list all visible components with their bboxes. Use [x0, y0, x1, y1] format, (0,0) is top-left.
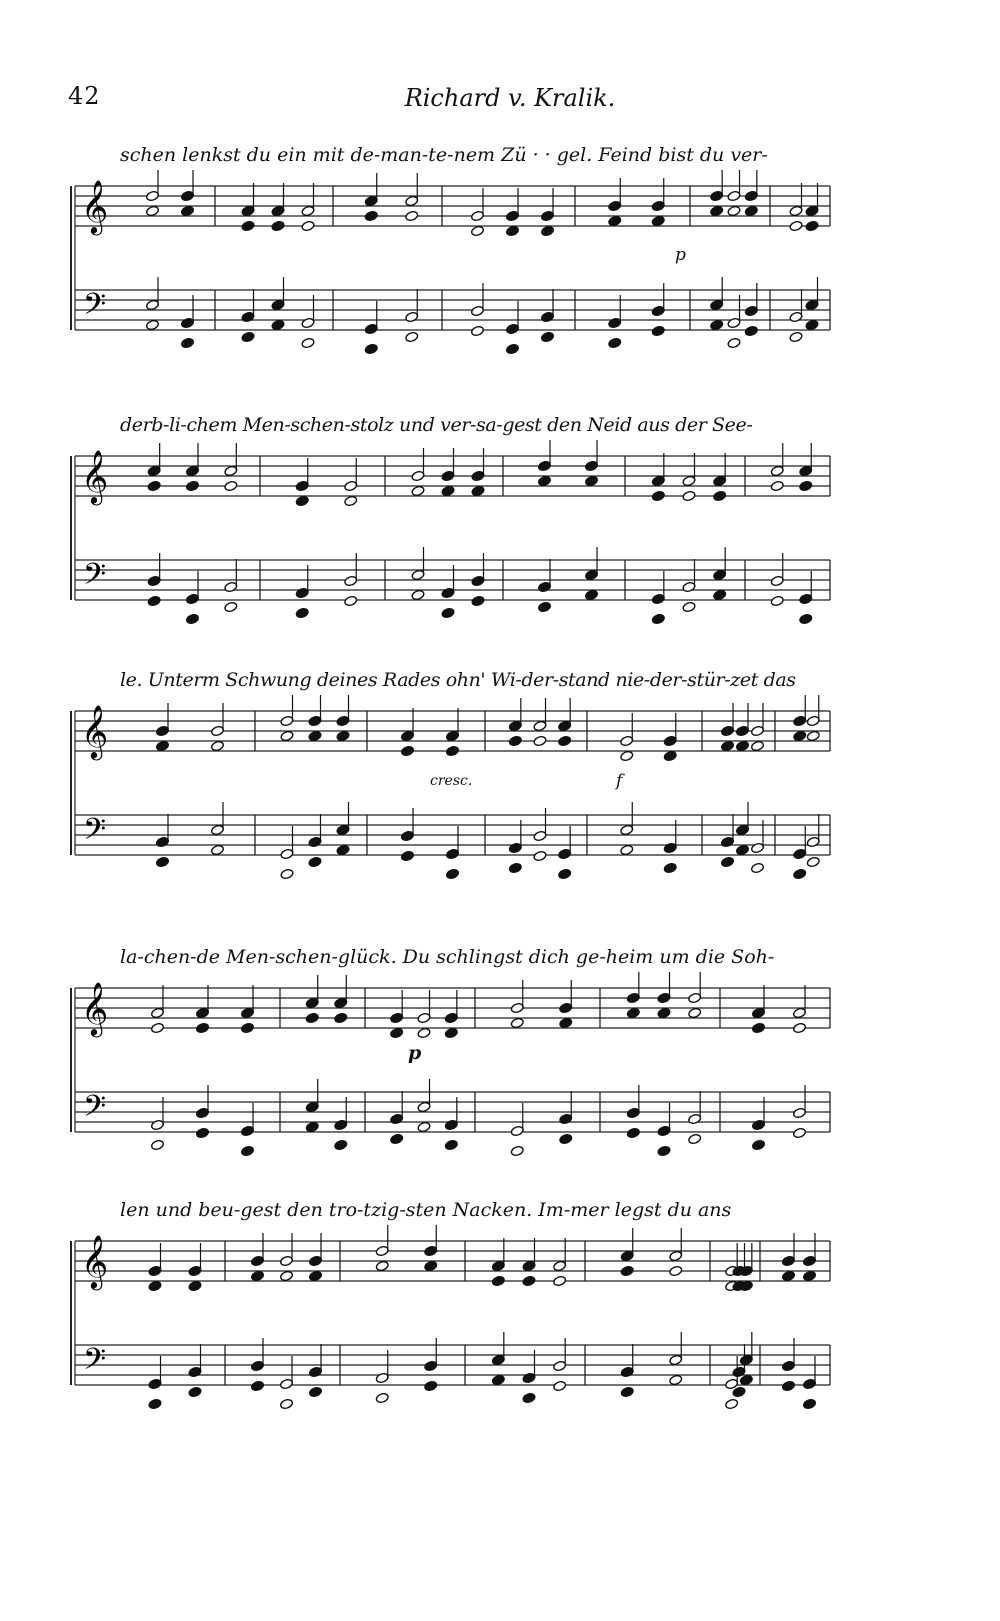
dynamic-mark: f	[616, 771, 623, 791]
dynamic-mark: p	[408, 1042, 422, 1064]
grand-staff	[60, 440, 850, 640]
dynamic-mark: cresc.	[430, 773, 473, 789]
svg-text:𝄞: 𝄞	[81, 981, 109, 1035]
music-system	[60, 140, 850, 370]
music-system	[60, 410, 850, 640]
music-system	[60, 1195, 850, 1425]
lyric-line: len und beu-gest den tro-tzig-sten Nacken. Im-mer legst du ans	[120, 1199, 732, 1221]
grand-staff	[60, 1225, 850, 1425]
svg-text:𝄞: 𝄞	[81, 449, 109, 503]
running-head: Richard v. Kralik.	[404, 84, 616, 112]
svg-text:𝄢: 𝄢	[83, 558, 107, 599]
svg-text:𝄢: 𝄢	[83, 288, 107, 329]
lyric-line: la-chen-de Men-schen-glück. Du schlingst dich ge-heim um die Soh-	[120, 946, 775, 968]
svg-text:𝄞: 𝄞	[81, 704, 109, 758]
svg-text:𝄞: 𝄞	[81, 179, 109, 233]
dynamic-mark: p	[675, 245, 686, 265]
grand-staff	[60, 695, 850, 895]
lyric-line: schen lenkst du ein mit de-man-te-nem Zü · · gel. Feind bist du ver-	[120, 144, 768, 166]
lyric-line: derb-li-chem Men-schen-stolz und ver-sa-gest den Neid aus der See-	[120, 414, 753, 436]
svg-text:𝄢: 𝄢	[83, 1090, 107, 1131]
grand-staff	[60, 972, 850, 1172]
svg-text:𝄢: 𝄢	[83, 813, 107, 854]
music-system	[60, 665, 850, 895]
svg-text:𝄞: 𝄞	[81, 1234, 109, 1288]
music-system	[60, 942, 850, 1172]
lyric-line: le. Unterm Schwung deines Rades ohn' Wi-der-stand nie-der-stür-zet das	[120, 669, 796, 691]
grand-staff	[60, 170, 850, 370]
page-number: 42	[68, 82, 101, 110]
svg-text:𝄢: 𝄢	[83, 1343, 107, 1384]
